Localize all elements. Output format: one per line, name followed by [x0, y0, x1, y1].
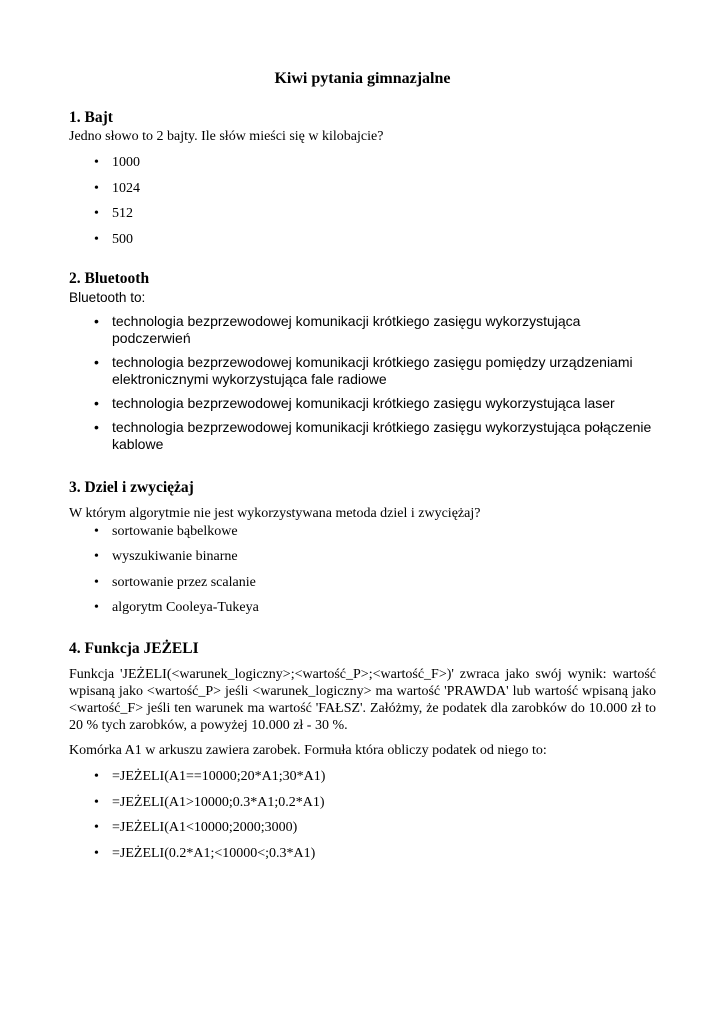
document-title: Kiwi pytania gimnazjalne	[274, 70, 451, 87]
list-item	[69, 574, 656, 591]
question-text: W którym algorytmie nie jest wykorzystywana metoda dziel i zwyciężaj?	[69, 505, 481, 521]
bullet-icon: •	[94, 600, 99, 615]
option-text: sortowanie przez scalanie	[112, 574, 256, 590]
bullet-icon: •	[94, 549, 99, 564]
bullet-icon: •	[94, 769, 99, 784]
option-text: =JEŻELI(A1==10000;20*A1;30*A1)	[112, 769, 326, 784]
list-item	[69, 548, 656, 565]
section-dziel-i-zwyciezaj	[69, 478, 656, 617]
bullet-icon: •	[94, 353, 99, 370]
option-text: wyszukiwanie binarne	[112, 549, 238, 564]
options-list	[69, 154, 656, 248]
option-text: technologia bezprzewodowej komunikacji krótkiego zasięgu pomiędzy urządzeniami elektronicznymi wykorzystująca fale radiowe	[112, 353, 633, 387]
bullet-icon: •	[94, 820, 99, 835]
section-heading: 3. Dziel i zwyciężaj	[69, 478, 194, 496]
list-item	[69, 231, 656, 248]
list-item	[69, 180, 656, 197]
section-heading: 4. Funkcja JEŻELI	[69, 640, 199, 657]
bullet-icon: •	[94, 574, 99, 590]
bullet-icon: •	[94, 794, 99, 810]
bullet-icon: •	[94, 180, 99, 196]
bullet-icon: •	[94, 845, 99, 861]
list-item	[69, 845, 656, 862]
question-text: Jedno słowo to 2 bajty. Ile słów mieści się w kilobajcie?	[69, 129, 384, 144]
section-funkcja-jezeli	[69, 639, 656, 862]
list-item	[69, 794, 656, 811]
bullet-icon: •	[94, 206, 99, 221]
option-text: =JEŻELI(A1>10000;0.3*A1;0.2*A1)	[112, 794, 325, 810]
section-heading: 2. Bluetooth	[69, 269, 150, 287]
option-text: 500	[112, 231, 133, 247]
list-item	[69, 205, 656, 222]
bullet-icon: •	[94, 155, 99, 170]
option-text: sortowanie bąbelkowe	[112, 523, 238, 539]
list-item	[69, 523, 656, 540]
option-text: technologia bezprzewodowej komunikacji krótkiego zasięgu wykorzystująca połączenie kablowe	[112, 418, 652, 452]
bullet-icon: •	[94, 394, 99, 411]
bullet-icon: •	[94, 418, 99, 435]
option-text: 1000	[112, 155, 140, 170]
option-text: algorytm Cooleya-Tukeya	[112, 600, 259, 615]
option-text: =JEŻELI(0.2*A1;<10000<;0.3*A1)	[112, 845, 316, 861]
options-list	[69, 523, 656, 617]
section-bajt	[69, 108, 656, 248]
list-item	[69, 599, 656, 616]
options-list	[69, 768, 656, 862]
bullet-icon: •	[94, 312, 99, 329]
option-text: =JEŻELI(A1<10000;2000;3000)	[112, 820, 298, 835]
option-text: technologia bezprzewodowej komunikacji krótkiego zasięgu wykorzystująca laser	[112, 394, 615, 411]
list-item	[69, 313, 656, 347]
option-text: 512	[112, 206, 133, 221]
list-item	[69, 819, 656, 836]
list-item	[69, 419, 656, 453]
list-item	[69, 154, 656, 171]
document-page	[69, 68, 656, 862]
option-text: technologia bezprzewodowej komunikacji krótkiego zasięgu wykorzystująca podczerwień	[112, 312, 581, 346]
section-heading: 1. Bajt	[69, 109, 113, 126]
list-item	[69, 395, 656, 412]
question-text: Bluetooth to:	[69, 289, 146, 305]
bullet-icon: •	[94, 231, 99, 247]
bullet-icon: •	[94, 523, 99, 539]
option-text: 1024	[112, 180, 140, 196]
list-item	[69, 768, 656, 785]
options-list	[69, 313, 656, 453]
explanation-paragraph: Funkcja 'JEŻELI(<warunek_logiczny>;<wartość_P>;<wartość_F>)' zwraca jako swój wynik: wartość wpisaną jako <wartość_P> jeśli <warunek_logiczny> ma wartość 'PRAWDA' lub wartość wpisaną jako <wartość_F> jeśli ten warunek ma wartość 'FAŁSZ'. Załóżmy, że podatek dla zarobków do 10.000 zł to 20 % tych zarobków, a powyżej 10.000 zł - 30 %.	[69, 667, 656, 733]
section-bluetooth	[69, 269, 656, 453]
list-item	[69, 354, 656, 388]
question-text: Komórka A1 w arkuszu zawiera zarobek. Formuła która obliczy podatek od niego to:	[69, 743, 547, 758]
